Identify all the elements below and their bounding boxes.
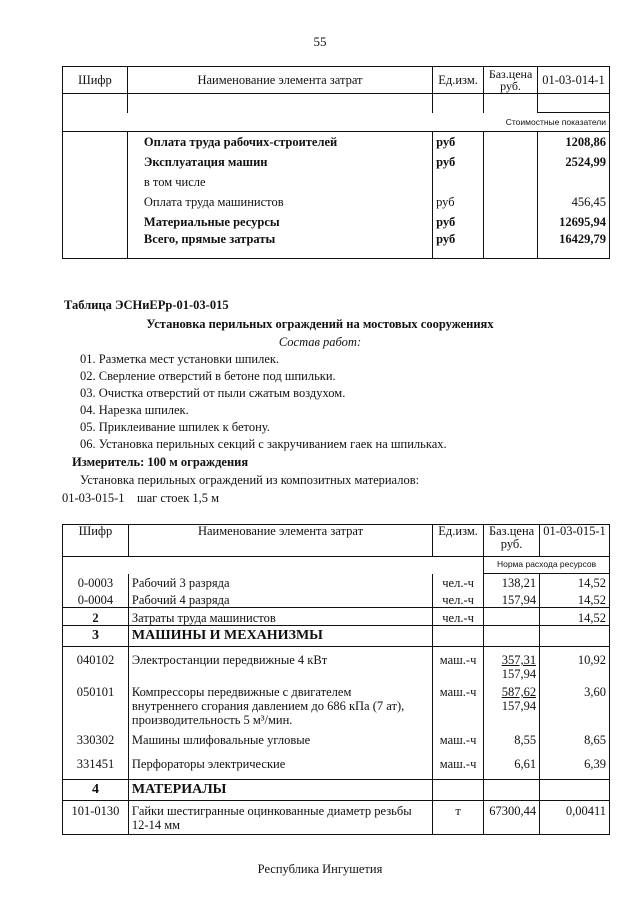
header-name: Наименование элемента затрат [127, 67, 432, 94]
header-code: Шифр [63, 525, 129, 557]
res-code: 0-0004 [63, 590, 129, 608]
res-price: 138,21 [484, 574, 540, 591]
res-price: 8,55 [484, 727, 540, 747]
res-norm: 14,52 [540, 574, 610, 591]
res-price: 157,94 [484, 590, 540, 608]
res-unit: чел.-ч [433, 590, 484, 608]
header-price: Баз.цена руб. [484, 525, 540, 557]
row-name: Оплата труда рабочих-строителей [127, 132, 432, 153]
res-norm: 8,65 [540, 727, 610, 747]
row-value: 2524,99 [538, 152, 610, 172]
work-step: 02. Сверление отверстий в бетоне под шпильки. [80, 369, 336, 383]
row-unit: руб [433, 212, 484, 232]
res-norm: 3,60 [540, 681, 610, 727]
resource-table [62, 524, 610, 835]
res-code: 101-0130 [63, 801, 129, 835]
header-name: Наименование элемента затрат [128, 525, 432, 557]
res-norm: 14,52 [540, 608, 610, 626]
res-unit: маш.-ч [433, 647, 484, 682]
res-name: Компрессоры передвижные с двигателем [131, 685, 352, 699]
res-price: 67300,44 [484, 801, 540, 835]
res-price: 587,62 [501, 685, 537, 699]
row-name: Оплата труда машинистов [127, 192, 432, 212]
header-code: Шифр [63, 67, 128, 94]
footer-region: Республика Ингушетия [257, 862, 383, 876]
res-unit: т [433, 801, 484, 835]
res-code: 331451 [63, 747, 129, 780]
cost-table [62, 66, 610, 259]
header-item: 01-03-015-1 [540, 525, 610, 557]
res-name: Рабочий 4 разряда [128, 590, 432, 608]
res-name: Перфораторы электрические [128, 747, 432, 780]
row-unit: руб [433, 152, 484, 172]
table2-subheader: Норма расхода ресурсов [484, 557, 610, 574]
res-code: 040102 [63, 647, 129, 682]
res-price: 6,61 [484, 747, 540, 780]
page-number: 55 [313, 34, 327, 49]
table-code: Таблица ЭСНиЕРр-01-03-015 [64, 298, 229, 312]
res-name: производительность 5 м³/мин. [131, 713, 293, 727]
work-step: 05. Приклеивание шпилек к бетону. [80, 420, 270, 434]
res-norm: 6,39 [540, 747, 610, 780]
res-norm: 10,92 [540, 647, 610, 682]
res-unit: чел.-ч [433, 574, 484, 591]
composition-label: Состав работ: [278, 335, 362, 349]
res-name: Электростанции передвижные 4 кВт [128, 647, 432, 682]
row-value: 16429,79 [538, 232, 610, 259]
res-name: Гайки шестигранные оцинкованные диаметр резьбы [131, 804, 412, 818]
meter-line: Измеритель: 100 м ограждения [72, 455, 249, 469]
header-unit: Ед.изм. [433, 67, 484, 94]
section-name: МАТЕРИАЛЫ [128, 780, 432, 801]
res-code: 2 [63, 608, 129, 626]
section-code: 3 [63, 626, 129, 647]
res-code: 0-0003 [63, 574, 129, 591]
row-value: 456,45 [538, 192, 610, 212]
res-price-machinist: 157,94 [501, 699, 537, 713]
row-unit: руб [433, 132, 484, 153]
row-name: в том числе [127, 172, 432, 192]
work-step: 01. Разметка мест установки шпилек. [80, 352, 280, 366]
res-name: Затраты труда машинистов [128, 608, 432, 626]
res-unit: чел.-ч [433, 608, 484, 626]
res-price: 357,31 [501, 653, 537, 667]
header-price: Баз.цена руб. [484, 67, 538, 94]
row-unit: руб [433, 192, 484, 212]
row-value: 1208,86 [538, 132, 610, 153]
work-step: 06. Установка перильных секций с закручиванием гаек на шпильках. [80, 437, 447, 451]
section-code: 4 [63, 780, 129, 801]
res-name: внутреннего сгорания давлением до 686 кПа (7 ат), [131, 699, 405, 713]
work-step: 03. Очистка отверстий от пыли сжатым воздухом. [80, 386, 346, 400]
table1-subheader: Стоимостные показатели [63, 113, 610, 132]
row-name: Материальные ресурсы [127, 212, 432, 232]
res-norm: 14,52 [540, 590, 610, 608]
res-code: 330302 [63, 727, 129, 747]
res-unit: маш.-ч [433, 747, 484, 780]
res-price-machinist: 157,94 [501, 667, 537, 681]
item-line: 01-03-015-1 шаг стоек 1,5 м [62, 491, 220, 505]
work-step: 04. Нарезка шпилек. [80, 403, 189, 417]
res-name: 12-14 мм [131, 818, 181, 832]
row-name: Эксплуатация машин [127, 152, 432, 172]
row-value: 12695,94 [538, 212, 610, 232]
row-name: Всего, прямые затраты [127, 232, 432, 259]
res-unit: маш.-ч [433, 681, 484, 727]
res-name: Рабочий 3 разряда [128, 574, 432, 591]
res-name: Машины шлифовальные угловые [128, 727, 432, 747]
res-code: 050101 [63, 681, 129, 727]
row-unit: руб [433, 232, 484, 259]
section-name: МАШИНЫ И МЕХАНИЗМЫ [128, 626, 432, 647]
description: Установка перильных ограждений из композитных материалов: [80, 473, 420, 487]
res-unit: маш.-ч [433, 727, 484, 747]
header-item: 01-03-014-1 [538, 67, 610, 94]
res-norm: 0,00411 [540, 801, 610, 835]
section-title: Установка перильных ограждений на мостовых сооружениях [146, 317, 494, 331]
header-unit: Ед.изм. [433, 525, 484, 557]
